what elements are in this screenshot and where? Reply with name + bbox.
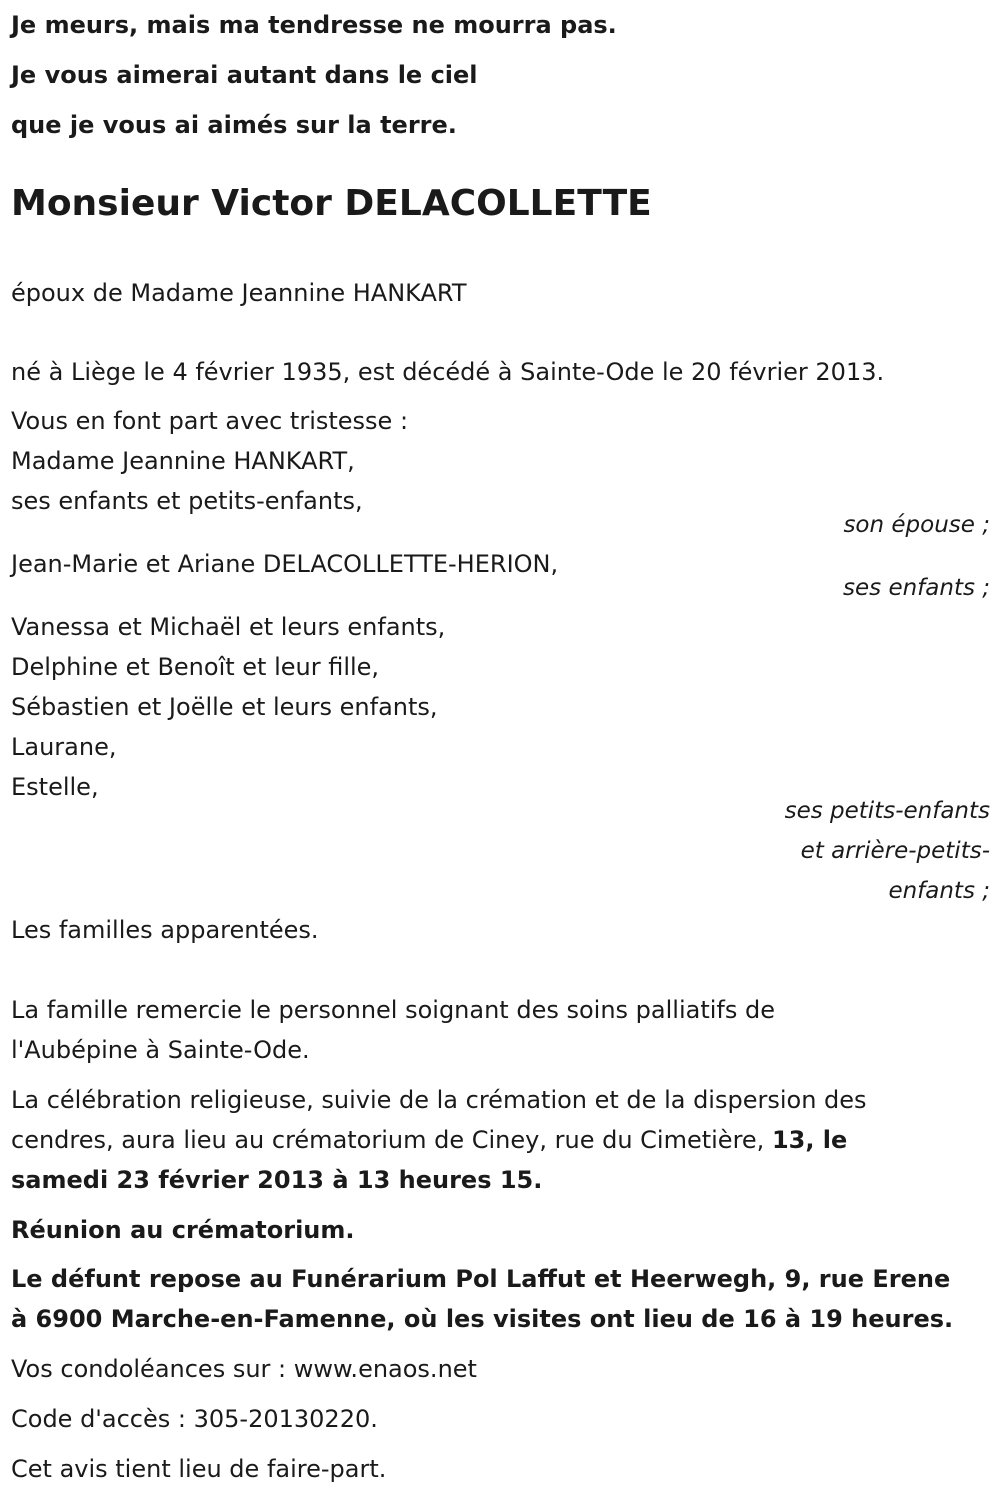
- ceremony-location: cendres, aura lieu au crématorium de Ciney, rue du Cimetière,: [11, 1126, 772, 1154]
- spouse-name: Madame Jeannine HANKART,: [11, 447, 355, 475]
- grandchild-3: Sébastien et Joëlle et leurs enfants,: [11, 693, 438, 721]
- deceased-name-title: Monsieur Victor DELACOLLETTE: [11, 183, 652, 224]
- related-families: Les familles apparentées.: [11, 916, 319, 944]
- ceremony-date-time: samedi 23 février 2013 à 13 heures 15.: [11, 1166, 543, 1194]
- grandchildren-role-1: ses petits-enfants: [784, 798, 990, 824]
- rest-line-2: à 6900 Marche-en-Famenne, où les visites ont lieu de 16 à 19 heures.: [11, 1305, 954, 1333]
- children-role: ses enfants ;: [843, 575, 990, 601]
- spouse-role: son épouse ;: [843, 512, 990, 538]
- epigraph-line-2: Je vous aimerai autant dans le ciel: [11, 61, 478, 89]
- children-and-grandchildren: ses enfants et petits-enfants,: [11, 487, 363, 515]
- closing-line: Cet avis tient lieu de faire-part.: [11, 1455, 387, 1483]
- ceremony-address-number: 13, le: [771, 1126, 848, 1154]
- dates-line: né à Liège le 4 février 1935, est décédé à Sainte-Ode le 20 février 2013.: [11, 358, 885, 386]
- condolences-line: Vos condoléances sur : www.enaos.net: [11, 1355, 477, 1383]
- thanks-line-2: l'Aubépine à Sainte-Ode.: [11, 1036, 310, 1064]
- grandchild-1: Vanessa et Michaël et leurs enfants,: [11, 613, 446, 641]
- epigraph-line-3: que je vous ai aimés sur la terre.: [11, 111, 457, 139]
- grandchildren-role-3: enfants ;: [888, 878, 990, 904]
- epigraph-line-1: Je meurs, mais ma tendresse ne mourra pas.: [11, 11, 617, 39]
- children-names: Jean-Marie et Ariane DELACOLLETTE-HERION,: [11, 550, 559, 578]
- meeting-note: Réunion au crématorium.: [11, 1216, 355, 1244]
- announcement-intro: Vous en font part avec tristesse :: [11, 407, 409, 435]
- rest-line-1: Le défunt repose au Funérarium Pol Laffut et Heerwegh, 9, rue Erene: [11, 1265, 951, 1293]
- ceremony-line-2: [11, 1125, 847, 1155]
- ceremony-line-1: La célébration religieuse, suivie de la crémation et de la dispersion des: [11, 1086, 867, 1114]
- grandchild-2: Delphine et Benoît et leur fille,: [11, 653, 380, 681]
- access-code-line: Code d'accès : 305-20130220.: [11, 1405, 378, 1433]
- grandchild-4: Laurane,: [11, 733, 117, 761]
- thanks-line-1: La famille remercie le personnel soignant des soins palliatifs de: [11, 996, 775, 1024]
- grandchild-5: Estelle,: [11, 773, 99, 801]
- grandchildren-role-2: et arrière-petits-: [800, 838, 990, 864]
- spouse-line: époux de Madame Jeannine HANKART: [11, 279, 467, 307]
